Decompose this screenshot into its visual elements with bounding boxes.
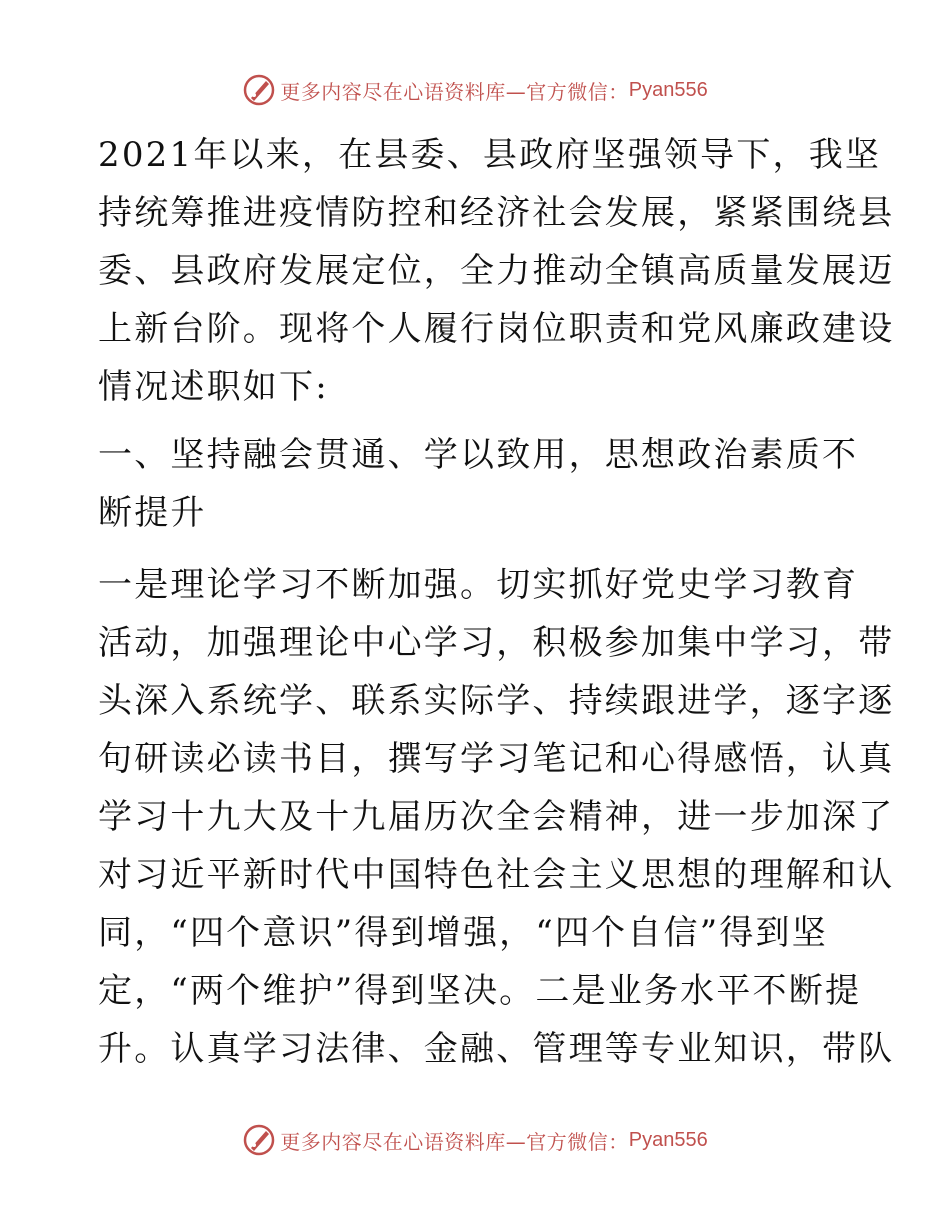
text-line: 断提升 bbox=[98, 493, 207, 533]
text-line: 委、县政府发展定位，全力推动全镇高质量发展迈 bbox=[98, 251, 895, 291]
text-line: 升。认真学习法律、金融、管理等专业知识，带队 bbox=[98, 1029, 895, 1069]
text-line: 同，“四个意识”得到增强，“四个自信”得到坚 bbox=[98, 913, 828, 953]
text-line: 一是理论学习不断加强。切实抓好党史学习教育 bbox=[98, 565, 859, 605]
text-line: 2021年以来，在县委、县政府坚强领导下，我坚 bbox=[98, 135, 882, 175]
pen-logo-icon bbox=[242, 1123, 276, 1157]
watermark-text: 更多内容尽在心语资料库—官方微信： bbox=[280, 1129, 629, 1154]
text-line: 活动，加强理论中心学习，积极参加集中学习，带 bbox=[98, 623, 895, 663]
watermark-header bbox=[0, 68, 950, 112]
pen-logo-icon bbox=[242, 73, 276, 107]
watermark-text: 更多内容尽在心语资料库—官方微信： bbox=[280, 79, 629, 104]
watermark-footer bbox=[0, 1118, 950, 1162]
section-heading bbox=[98, 426, 858, 542]
text-line: 句研读必读书目，撰写学习笔记和心得感悟，认真 bbox=[98, 739, 895, 779]
watermark-handle: Pyan556 bbox=[628, 78, 708, 101]
text-line: 对习近平新时代中国特色社会主义思想的理解和认 bbox=[98, 855, 895, 895]
text-line: 定，“两个维护”得到坚决。二是业务水平不断提 bbox=[98, 971, 862, 1011]
text-line: 情况述职如下: bbox=[98, 367, 329, 407]
text-line: 一、坚持融会贯通、学以致用，思想政治素质不 bbox=[98, 435, 859, 475]
watermark-handle: Pyan556 bbox=[628, 1128, 708, 1151]
text-line: 上新台阶。现将个人履行岗位职责和党风廉政建设 bbox=[98, 309, 895, 349]
text-line: 头深入系统学、联系实际学、持续跟进学，逐字逐 bbox=[98, 681, 895, 721]
text-line: 持统筹推进疫情防控和经济社会发展，紧紧围绕县 bbox=[98, 193, 895, 233]
text-line: 学习十九大及十九届历次全会精神，进一步加深了 bbox=[98, 797, 895, 837]
body-paragraph bbox=[98, 556, 895, 1078]
document-body bbox=[98, 122, 895, 1078]
intro-paragraph bbox=[98, 126, 895, 416]
